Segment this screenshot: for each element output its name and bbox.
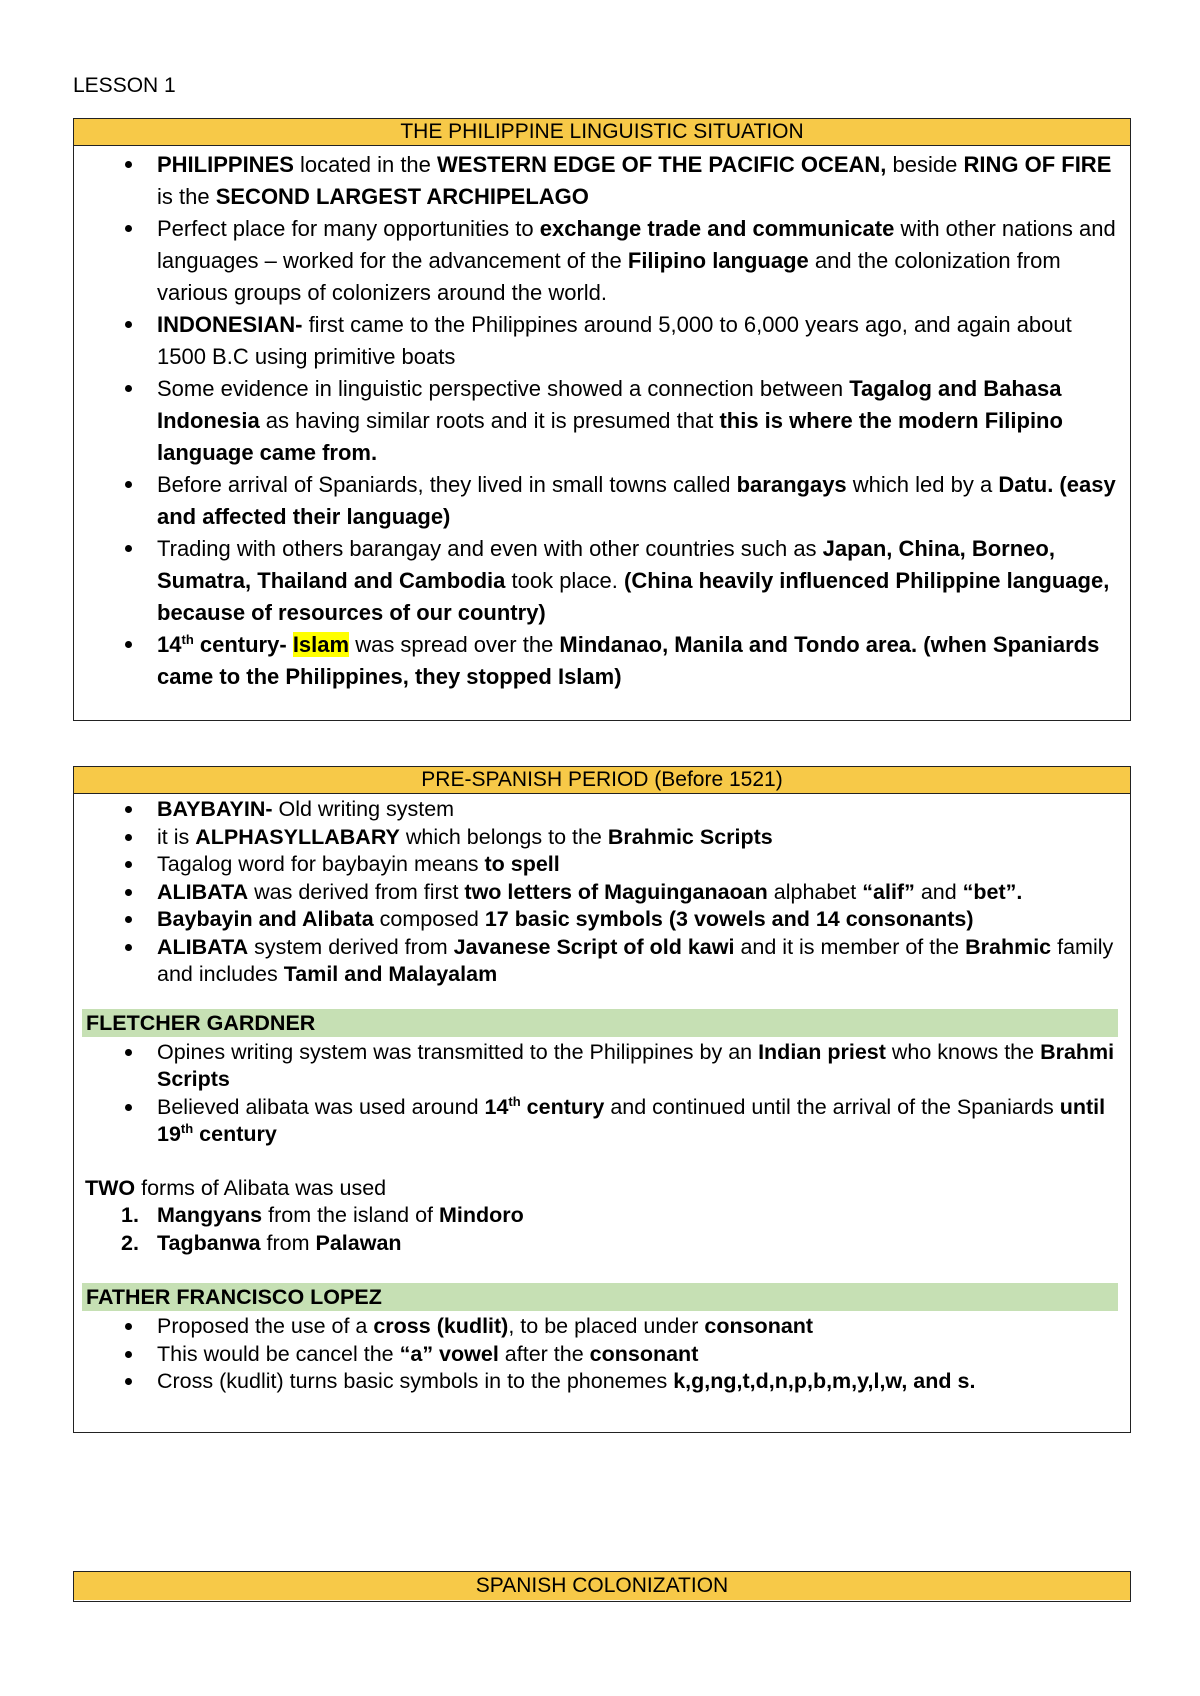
bullet-icon — [125, 806, 132, 813]
lopez-bullet-list — [74, 1311, 1130, 1396]
bullet-icon — [125, 1049, 132, 1056]
forms-list — [74, 1202, 1130, 1257]
bullet-icon — [125, 944, 132, 951]
bullet-icon — [125, 834, 132, 841]
section-header: PRE-SPANISH PERIOD (Before 1521) — [74, 767, 1130, 794]
numbered-item: 1. Mangyans from the island of Mindoro — [121, 1203, 524, 1227]
bullet-item: Trading with others barangay and even with other countries such as Japan, China, Borneo, Sumatra, Thailand and Cambodia took place. (China heavily influenced Philippine language, because of resources of our country) — [74, 533, 1130, 629]
bullet-item: Some evidence in linguistic perspective showed a connection between Tagalog and Bahasa Indonesia as having similar roots and it is presumed that this is where the modern Filipino language came from. — [74, 373, 1130, 469]
bullet-icon — [125, 1351, 132, 1358]
lesson-label: LESSON 1 — [73, 74, 176, 97]
bullet-item: 14th century- Islam was spread over the Mindanao, Manila and Tondo area. (when Spaniards came to the Philippines, they stopped Islam) — [74, 629, 1130, 693]
subheader-francisco-lopez: FATHER FRANCISCO LOPEZ — [82, 1283, 1118, 1311]
bullet-icon — [125, 161, 132, 168]
section-linguistic-situation — [73, 118, 1131, 721]
bullet-icon — [125, 225, 132, 232]
bullet-item: Believed alibata was used around 14th century and continued until the arrival of the Spaniards until 19th century — [74, 1094, 1130, 1149]
bullet-item: Tagalog word for baybayin means to spell — [74, 851, 1130, 879]
bullet-item: INDONESIAN- first came to the Philippines around 5,000 to 6,000 years ago, and again about 1500 B.C using primitive boats — [74, 309, 1130, 373]
section-pre-spanish — [73, 766, 1131, 1433]
bullet-item: Perfect place for many opportunities to exchange trade and communicate with other nations and languages – worked for the advancement of the Filipino language and the colonization from various groups of colonizers around the world. — [74, 213, 1130, 309]
bullet-item: it is ALPHASYLLABARY which belongs to the Brahmic Scripts — [74, 824, 1130, 852]
section-header: SPANISH COLONIZATION — [74, 1572, 1130, 1600]
bullet-item: Proposed the use of a cross (kudlit), to be placed under consonant — [74, 1313, 1130, 1341]
bullet-item: Opines writing system was transmitted to the Philippines by an Indian priest who knows the Brahmi Scripts — [74, 1039, 1130, 1094]
bullet-item: PHILIPPINES located in the WESTERN EDGE OF THE PACIFIC OCEAN, beside RING OF FIRE is the SECOND LARGEST ARCHIPELAGO — [74, 149, 1130, 213]
bullet-list — [74, 794, 1130, 989]
bullet-item: ALIBATA system derived from Javanese Script of old kawi and it is member of the Brahmic family and includes Tamil and Malayalam — [74, 934, 1130, 989]
bullet-list — [74, 146, 1130, 693]
bullet-icon — [125, 889, 132, 896]
gardner-bullet-list — [74, 1037, 1130, 1149]
section-header: THE PHILIPPINE LINGUISTIC SITUATION — [74, 119, 1130, 146]
subheader-fletcher-gardner: FLETCHER GARDNER — [82, 1009, 1118, 1037]
bullet-icon — [125, 916, 132, 923]
bullet-item: Baybayin and Alibata composed 17 basic symbols (3 vowels and 14 consonants) — [74, 906, 1130, 934]
bullet-item: ALIBATA was derived from first two letters of Maguinganaoan alphabet “alif” and “bet”. — [74, 879, 1130, 907]
bullet-item: Cross (kudlit) turns basic symbols in to the phonemes k,g,ng,t,d,n,p,b,m,y,l,w, and s. — [74, 1368, 1130, 1396]
bullet-icon — [125, 481, 132, 488]
numbered-item: 2. Tagbanwa from Palawan — [121, 1230, 402, 1255]
highlight-islam: Islam — [292, 632, 350, 657]
bullet-icon — [125, 861, 132, 868]
bullet-item: BAYBAYIN- Old writing system — [74, 796, 1130, 824]
forms-intro: TWO forms of Alibata was used — [85, 1175, 387, 1200]
bullet-icon — [125, 641, 132, 648]
section-spanish-colonization — [73, 1571, 1131, 1602]
bullet-icon — [125, 1378, 132, 1385]
bullet-item: This would be cancel the “a” vowel after the consonant — [74, 1341, 1130, 1369]
bullet-icon — [125, 385, 132, 392]
bullet-item: Before arrival of Spaniards, they lived in small towns called barangays which led by a Datu. (easy and affected their language) — [74, 469, 1130, 533]
bullet-icon — [125, 321, 132, 328]
bullet-icon — [125, 1104, 132, 1111]
bullet-icon — [125, 545, 132, 552]
bullet-icon — [125, 1323, 132, 1330]
